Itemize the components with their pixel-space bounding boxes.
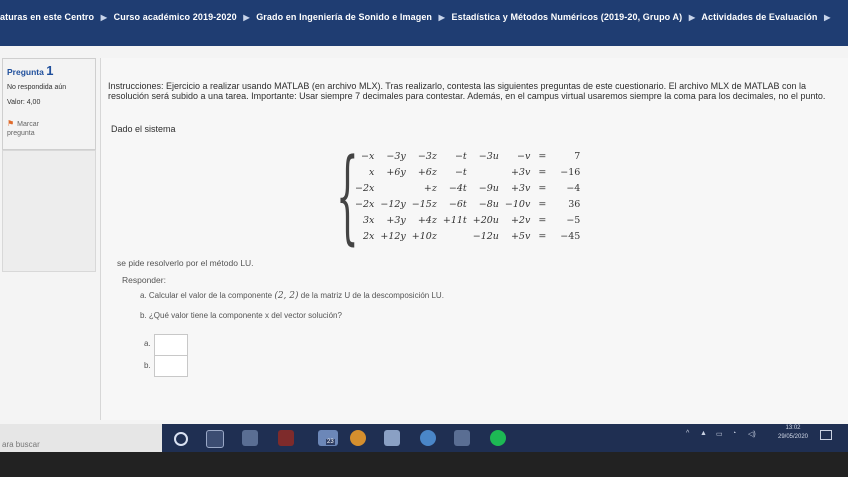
equation-table [352, 148, 583, 244]
equation-term: −6t [448, 198, 467, 210]
equation-term: −12y [380, 198, 406, 210]
taskbar-search[interactable] [0, 424, 162, 452]
method-text: se pide resolverlo por el método LU. [117, 258, 254, 268]
equation-row [352, 228, 583, 244]
volume-icon[interactable]: ◁) [748, 431, 756, 438]
breadcrumb-item[interactable]: Estadística y Métodos Numéricos (2019-20, Grupo A) [451, 12, 683, 22]
equation-row [352, 212, 583, 228]
equation-term: −15z [411, 198, 437, 210]
app-icon[interactable] [278, 430, 294, 446]
equals-sign: = [538, 214, 547, 226]
equation-term: −4t [448, 182, 467, 194]
cortana-icon[interactable] [174, 432, 188, 446]
breadcrumb-separator-icon: ▶ [688, 13, 696, 22]
breadcrumb-separator-icon: ▶ [438, 13, 445, 22]
equation-row [352, 148, 583, 164]
instructions-text: Instrucciones: Ejercicio a realizar usando MATLAB (en archivo MLX). Tras realizarlo, contesta las siguientes preguntas de este cuestionario. El archivo MLX de MATLAB con la resolución será subido a una tarea. Importante: Usar siempre 7 decimales para contestar. Además, en el campus virtual usaremos siempre la coma para los decimales, no el punto. [108, 81, 826, 101]
equation-term: +6z [417, 166, 437, 178]
equation-row [352, 164, 583, 180]
equation-term: +5v [510, 230, 531, 242]
equation-term: +3v [510, 166, 531, 178]
spotify-icon[interactable] [490, 430, 506, 446]
equation-term: −3y [386, 150, 406, 162]
equation-rhs: −45 [560, 230, 581, 242]
question-number: Pregunta 1 [7, 63, 54, 78]
equation-term: −2x [355, 182, 375, 194]
equals-sign: = [538, 198, 547, 210]
equation-term [440, 228, 470, 244]
equation-term: 3x [362, 214, 375, 226]
equation-term: +11t [442, 214, 467, 226]
answer-a-label: a. [144, 339, 151, 348]
breadcrumb [0, 12, 848, 22]
question-value: Valor: 4,00 [7, 99, 41, 106]
equation-term: x [369, 166, 375, 178]
equation-term: +3y [386, 214, 406, 226]
equation-rhs: −5 [566, 214, 581, 226]
flag-label: Marcar [17, 121, 39, 128]
equation-term: −t [454, 166, 467, 178]
equation-term: −8u [478, 198, 499, 210]
question-b: b. ¿Qué valor tiene la componente x del vector solución? [140, 311, 342, 320]
equation-row [352, 180, 583, 196]
equals-sign: = [538, 166, 547, 178]
network-icon[interactable]: ▲ [700, 430, 707, 437]
equation-term: −10v [504, 198, 531, 210]
flag-question-link[interactable] [7, 119, 39, 138]
battery-icon[interactable]: ▭ [716, 431, 723, 438]
equation-term: +z [423, 182, 437, 194]
wifi-icon[interactable]: ◔ [732, 430, 737, 437]
notifications-icon[interactable] [820, 430, 832, 440]
equals-sign: = [538, 150, 547, 162]
equation-term: −t [454, 150, 467, 162]
equation-term: +6y [386, 166, 406, 178]
equation-term: +10z [411, 230, 437, 242]
question-a: a. Calcular el valor de la componente (2, 2) de la matriz U de la descomposición LU. [140, 291, 444, 301]
intro-text: Dado el sistema [111, 124, 176, 134]
breadcrumb-item[interactable]: Grado en Ingeniería de Sonido e Imagen [256, 12, 433, 22]
breadcrumb-item[interactable]: Curso académico 2019-2020 [113, 12, 237, 22]
equation-term: +20u [472, 214, 499, 226]
question-b-math: x [264, 311, 269, 320]
equation-row [352, 196, 583, 212]
equation-term: −2x [355, 198, 375, 210]
clock-time: 13:02 [785, 425, 801, 431]
top-bar [0, 0, 848, 46]
file-explorer-icon[interactable] [242, 430, 258, 446]
answer-a-field[interactable] [154, 334, 188, 356]
breadcrumb-separator-icon: ▶ [100, 13, 108, 22]
equation-term: −9u [478, 182, 499, 194]
equation-term: −3z [417, 150, 437, 162]
answer-heading: Responder: [122, 275, 166, 285]
answer-b-label: b. [144, 361, 151, 370]
chevron-up-icon[interactable]: ^ [686, 430, 690, 437]
search-placeholder: ara buscar [2, 440, 40, 449]
app-icon[interactable] [420, 430, 436, 446]
flag-label-2: pregunta [7, 130, 35, 137]
breadcrumb-item[interactable]: aturas en este Centro [0, 12, 95, 22]
equation-term [377, 180, 408, 196]
equation-term: +12y [380, 230, 406, 242]
app-icon[interactable] [384, 430, 400, 446]
breadcrumb-separator-icon: ▶ [824, 13, 831, 22]
equation-term: −x [361, 150, 375, 162]
equals-sign: = [538, 182, 547, 194]
equation-system [336, 137, 650, 256]
store-icon[interactable] [454, 430, 470, 446]
equation-term: 2x [362, 230, 375, 242]
taskbar-clock[interactable] [768, 424, 818, 442]
equation-rhs: 36 [568, 198, 581, 210]
question-status: No respondida aún [7, 84, 67, 91]
question-number-value: 1 [46, 63, 54, 78]
equation-rhs: −16 [560, 166, 581, 178]
clock-date: 29/05/2020 [777, 434, 809, 440]
equation-term: +3v [510, 182, 531, 194]
breadcrumb-separator-icon: ▶ [243, 13, 250, 22]
left-brace-icon: { [336, 137, 359, 256]
question-a-math: (2, 2) [274, 291, 299, 301]
breadcrumb-item[interactable]: Actividades de Evaluación [701, 12, 818, 22]
equation-term [470, 164, 502, 180]
question-info-panel [2, 150, 96, 272]
answer-b-field[interactable] [154, 355, 188, 377]
flag-icon: ⚑ [7, 119, 15, 128]
equation-term: −3u [478, 150, 499, 162]
equation-rhs: 7 [574, 150, 581, 162]
task-view-icon[interactable] [206, 430, 224, 448]
equation-rhs: −4 [566, 182, 581, 194]
equation-term: +2v [510, 214, 531, 226]
equals-sign: = [538, 230, 547, 242]
chrome-icon[interactable] [350, 430, 366, 446]
equation-term: −12u [472, 230, 499, 242]
question-info [2, 58, 96, 150]
mail-badge: 23 [327, 439, 334, 445]
equation-term: +4z [417, 214, 437, 226]
equation-term: −v [517, 150, 531, 162]
